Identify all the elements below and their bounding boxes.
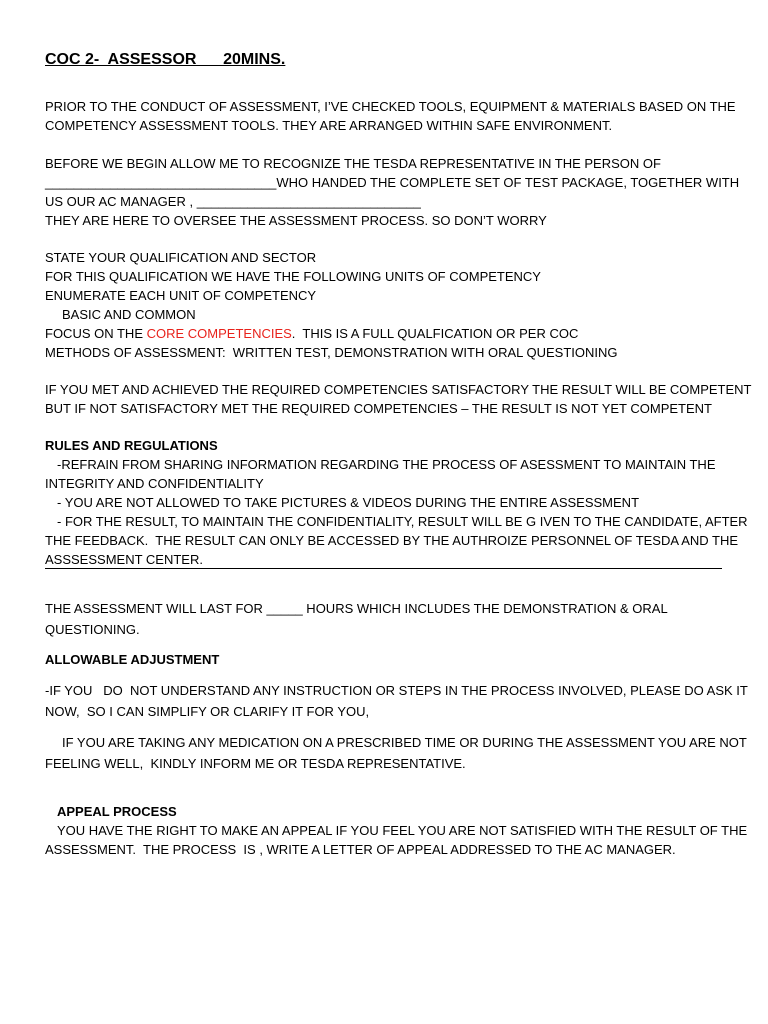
- adjustment-section: [45, 650, 735, 669]
- adjustment-paragraph-2: [45, 732, 747, 774]
- intro-paragraph: [45, 97, 735, 135]
- appeal-line: ASSESSMENT. THE PROCESS IS , WRITE A LETTER OF APPEAL ADDRESSED TO THE AC MANAGER.: [45, 842, 676, 857]
- rules-line: THE FEEDBACK. THE RESULT CAN ONLY BE ACCESSED BY THE AUTHROIZE PERSONNEL OF TESDA AND THE: [45, 533, 739, 548]
- duration-paragraph: [45, 598, 735, 640]
- appeal-heading: APPEAL PROCESS: [57, 804, 177, 819]
- qualification-line: ENUMERATE EACH UNIT OF COMPETENCY: [45, 288, 317, 303]
- rules-section: [45, 436, 748, 569]
- duration-line: THE ASSESSMENT WILL LAST FOR _____ HOURS WHICH INCLUDES THE DEMONSTRATION & ORAL: [45, 601, 668, 616]
- rules-line: INTEGRITY AND CONFIDENTIALITY: [45, 476, 264, 491]
- qualification-line: FOR THIS QUALIFICATION WE HAVE THE FOLLOWING UNITS OF COMPETENCY: [45, 269, 541, 284]
- result-line: BUT IF NOT SATISFACTORY MET THE REQUIRED COMPETENCIES – THE RESULT IS NOT YET COMPETENT: [45, 401, 712, 416]
- focus-line: [45, 324, 735, 343]
- qualification-line: STATE YOUR QUALIFICATION AND SECTOR: [45, 250, 317, 265]
- adjustment-line: -IF YOU DO NOT UNDERSTAND ANY INSTRUCTION OR STEPS IN THE PROCESS INVOLVED, PLEASE DO ASK IT: [45, 683, 748, 698]
- horizontal-divider: [45, 568, 722, 569]
- document-title: COC 2- ASSESSOR 20MINS.: [45, 51, 286, 68]
- intro-line: PRIOR TO THE CONDUCT OF ASSESSMENT, I’VE CHECKED TOOLS, EQUIPMENT & MATERIALS BASED ON THE: [45, 99, 736, 114]
- appeal-line: YOU HAVE THE RIGHT TO MAKE AN APPEAL IF YOU FEEL YOU ARE NOT SATISFIED WITH THE RESULT OF THE: [57, 823, 748, 838]
- qualification-line: BASIC AND COMMON: [62, 307, 196, 322]
- rules-line: - FOR THE RESULT, TO MAINTAIN THE CONFIDENTIALITY, RESULT WILL BE G IVEN TO THE CANDIDATE, AFTER: [57, 514, 748, 529]
- rules-line: -REFRAIN FROM SHARING INFORMATION REGARDING THE PROCESS OF ASESSMENT TO MAINTAIN THE: [57, 457, 716, 472]
- representative-paragraph: [45, 154, 740, 230]
- representative-line: ________________________________WHO HANDED THE COMPLETE SET OF TEST PACKAGE, TOGETHER WITH: [45, 175, 740, 190]
- appeal-section: [45, 802, 748, 859]
- qualification-paragraph: [45, 248, 735, 362]
- rules-line: - YOU ARE NOT ALLOWED TO TAKE PICTURES & VIDEOS DURING THE ENTIRE ASSESSMENT: [57, 495, 640, 510]
- adjustment-heading: ALLOWABLE ADJUSTMENT: [45, 652, 220, 667]
- focus-suffix: . THIS IS A FULL QUALFICATION OR PER COC: [291, 326, 579, 341]
- adjustment-paragraph-1: [45, 680, 748, 722]
- result-paragraph: [45, 380, 752, 418]
- adjustment-line: IF YOU ARE TAKING ANY MEDICATION ON A PRESCRIBED TIME OR DURING THE ASSESSMENT YOU ARE NOT: [62, 735, 747, 750]
- result-line: IF YOU MET AND ACHIEVED THE REQUIRED COMPETENCIES SATISFACTORY THE RESULT WILL BE COMPETENT: [45, 382, 752, 397]
- rules-heading: RULES AND REGULATIONS: [45, 438, 218, 453]
- representative-line: US OUR AC MANAGER , _______________________________: [45, 194, 421, 209]
- adjustment-line: NOW, SO I CAN SIMPLIFY OR CLARIFY IT FOR YOU,: [45, 704, 370, 719]
- focus-prefix: FOCUS ON THE: [45, 326, 147, 341]
- qualification-line: METHODS OF ASSESSMENT: WRITTEN TEST, DEMONSTRATION WITH ORAL QUESTIONING: [45, 345, 618, 360]
- core-competencies-highlight: CORE COMPETENCIES: [146, 326, 292, 341]
- representative-line: BEFORE WE BEGIN ALLOW ME TO RECOGNIZE THE TESDA REPRESENTATIVE IN THE PERSON OF: [45, 156, 661, 171]
- rules-line: ASSSESSMENT CENTER.: [45, 552, 203, 567]
- duration-line: QUESTIONING.: [45, 622, 140, 637]
- representative-line: THEY ARE HERE TO OVERSEE THE ASSESSMENT PROCESS. SO DON’T WORRY: [45, 213, 547, 228]
- adjustment-line: FEELING WELL, KINDLY INFORM ME OR TESDA REPRESENTATIVE.: [45, 756, 466, 771]
- intro-line: COMPETENCY ASSESSMENT TOOLS. THEY ARE ARRANGED WITHIN SAFE ENVIRONMENT.: [45, 118, 613, 133]
